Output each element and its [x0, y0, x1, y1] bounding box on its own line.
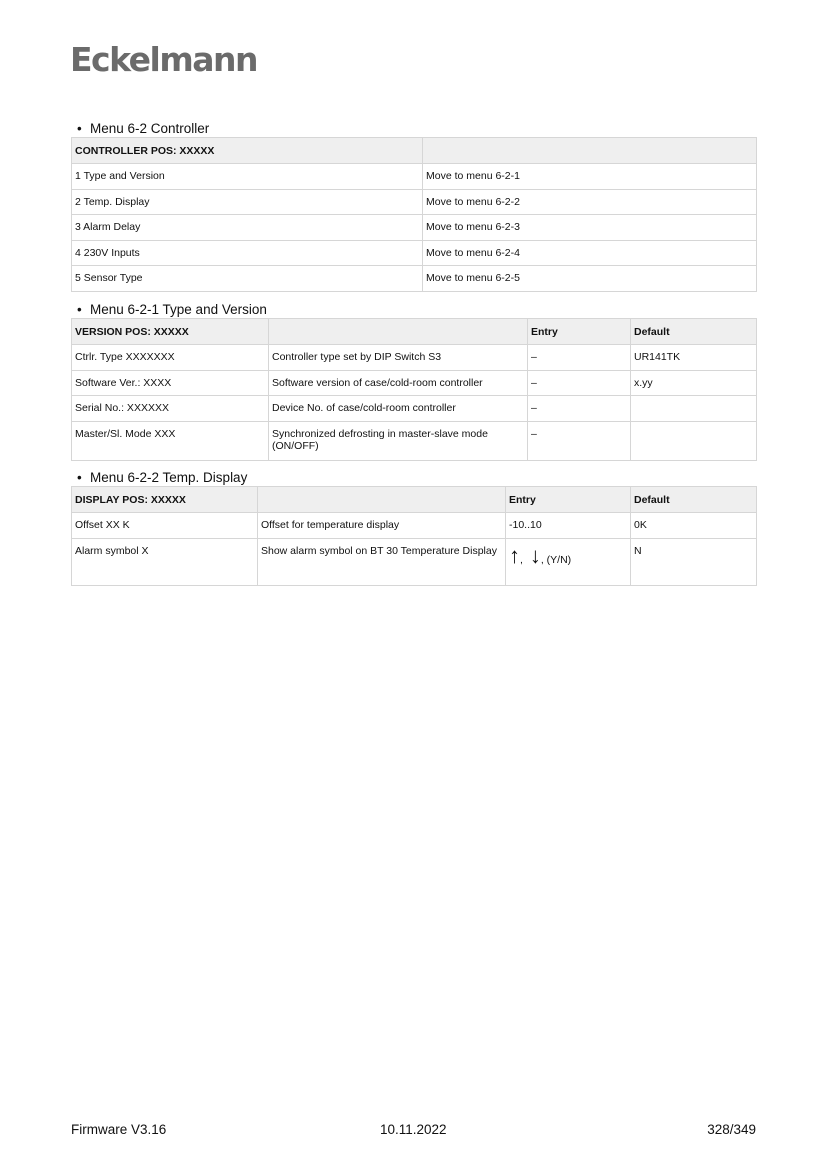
section-heading: • Menu 6-2-2 Temp. Display: [77, 470, 248, 485]
footer-page-number: 328/349: [707, 1122, 756, 1137]
header-cell: CONTROLLER POS: XXXXX: [72, 138, 423, 164]
footer-firmware: Firmware V3.16: [71, 1122, 167, 1137]
display-table: [71, 486, 757, 586]
table-cell: Show alarm symbol on BT 30 Temperature Display: [258, 538, 506, 585]
symbol-suffix: , (Y/N): [540, 553, 572, 566]
table-cell: N: [631, 538, 757, 585]
table-cell: Offset for temperature display: [258, 513, 506, 539]
header-cell: Entry: [506, 487, 631, 513]
table-cell: Move to menu 6-2-5: [423, 266, 757, 292]
table-cell: 5 Sensor Type: [72, 266, 423, 292]
section-heading: • Menu 6-2 Controller: [77, 121, 210, 136]
table-cell: Serial No.: XXXXXX: [72, 396, 269, 422]
table-cell: Move to menu 6-2-1: [423, 164, 757, 190]
table-cell: Move to menu 6-2-3: [423, 215, 757, 241]
table-cell: –: [528, 370, 631, 396]
table-cell: Controller type set by DIP Switch S3: [269, 345, 528, 371]
table-row: [72, 345, 757, 371]
footer-date: 10.11.2022: [380, 1122, 447, 1137]
bullet-icon: •: [77, 121, 82, 136]
symbol-separator: ,: [520, 553, 523, 566]
header-cell: [423, 138, 757, 164]
section-menu-6-2-1: [71, 301, 756, 461]
table-cell: [631, 421, 757, 460]
table-cell: Offset XX K: [72, 513, 258, 539]
header-cell: [258, 487, 506, 513]
table-row: [72, 189, 757, 215]
table-row: [72, 538, 757, 585]
table-cell: [631, 396, 757, 422]
brand-logo: Eckelmann: [70, 40, 257, 79]
table-cell: Move to menu 6-2-2: [423, 189, 757, 215]
table-header-row: [72, 138, 757, 164]
table-cell: Master/Sl. Mode XXX: [72, 421, 269, 460]
table-cell: 4 230V Inputs: [72, 240, 423, 266]
table-cell: Software version of case/cold-room controller: [269, 370, 528, 396]
table-cell: 0K: [631, 513, 757, 539]
table-cell: 1 Type and Version: [72, 164, 423, 190]
header-cell: Default: [631, 487, 757, 513]
table-cell: 2 Temp. Display: [72, 189, 423, 215]
table-row: [72, 240, 757, 266]
section-menu-6-2: [71, 120, 756, 292]
table-row: [72, 164, 757, 190]
table-row: [72, 370, 757, 396]
table-cell: Device No. of case/cold-room controller: [269, 396, 528, 422]
section-menu-6-2-2: [71, 469, 756, 586]
table-cell: –: [528, 421, 631, 460]
arrow-down-icon: ↓: [529, 542, 541, 568]
table-cell: Synchronized defrosting in master-slave mode (ON/OFF): [269, 421, 528, 460]
table-cell: -10..10: [506, 513, 631, 539]
table-row: [72, 215, 757, 241]
header-cell: [269, 319, 528, 345]
table-cell: x.yy: [631, 370, 757, 396]
table-cell: Ctrlr. Type XXXXXXX: [72, 345, 269, 371]
table-header-row: [72, 487, 757, 513]
section-heading: • Menu 6-2-1 Type and Version: [77, 302, 267, 317]
table-row: [72, 513, 757, 539]
controller-table: [71, 137, 757, 292]
header-cell: Default: [631, 319, 757, 345]
table-cell: Move to menu 6-2-4: [423, 240, 757, 266]
header-cell: VERSION POS: XXXXX: [72, 319, 269, 345]
arrow-up-icon: ↑: [509, 542, 520, 568]
entry-symbols-cell: [506, 538, 631, 585]
bullet-icon: •: [77, 470, 82, 485]
bullet-icon: •: [77, 302, 82, 317]
version-table: [71, 318, 757, 461]
table-cell: –: [528, 396, 631, 422]
table-cell: 3 Alarm Delay: [72, 215, 423, 241]
table-row: [72, 421, 757, 460]
table-header-row: [72, 319, 757, 345]
table-row: [72, 266, 757, 292]
header-cell: Entry: [528, 319, 631, 345]
table-cell: –: [528, 345, 631, 371]
table-cell: UR141TK: [631, 345, 757, 371]
table-cell: Software Ver.: XXXX: [72, 370, 269, 396]
table-row: [72, 396, 757, 422]
header-cell: DISPLAY POS: XXXXX: [72, 487, 258, 513]
table-cell: Alarm symbol X: [72, 538, 258, 585]
